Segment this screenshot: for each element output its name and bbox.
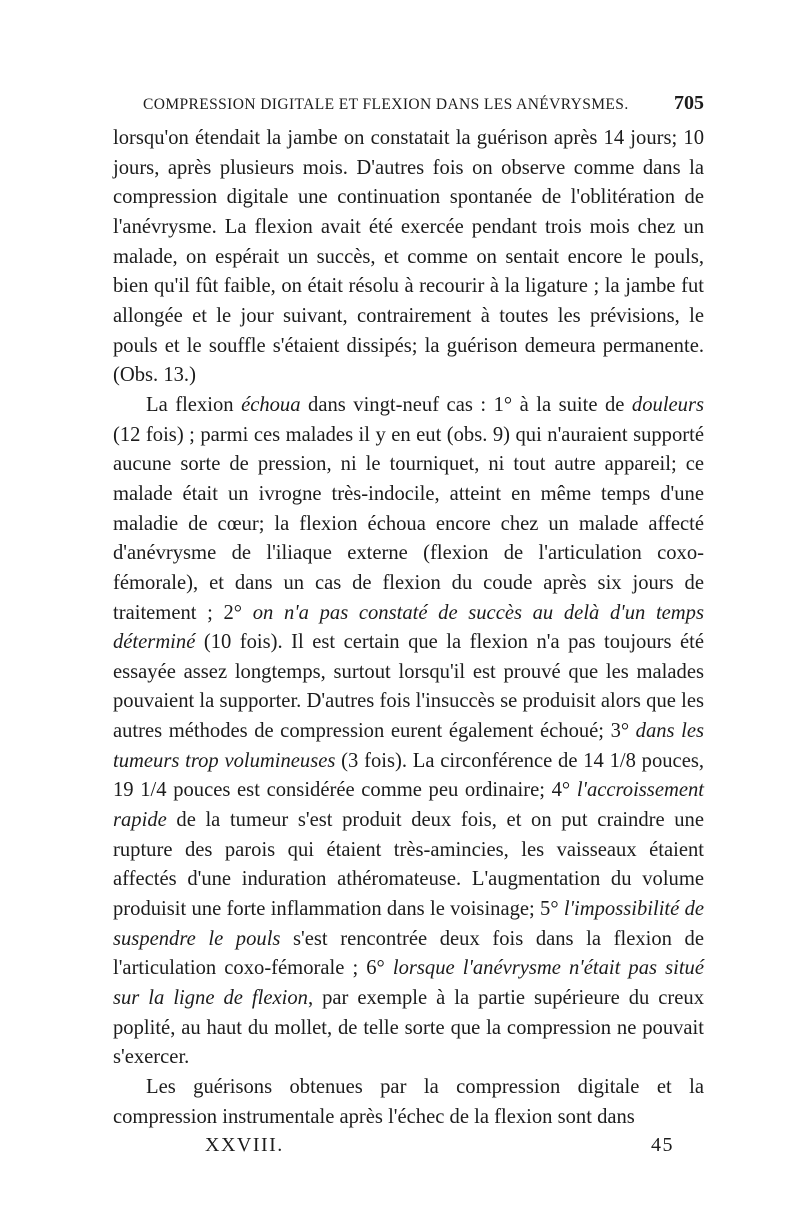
italic-phrase: l'accroissement rapide xyxy=(113,779,704,832)
text-run: , par exemple à la partie supérieure du creux poplité, au haut du mollet, de telle sorte que la compression ne pouvait s'exercer. xyxy=(113,987,705,1069)
italic-phrase: dans les tumeurs trop volumineuses xyxy=(113,720,704,772)
text-run: (12 fois) ; parmi ces malades il y en eut (obs. 9) qui n'auraient supporté aucune sorte de pression, ni le tourniquet, ni tout autre appareil; ce malade était un ivrogne très-indocile, atteint en même temps d'une maladie de cœur; la flexion échoua encore chez un malade affecté d'anévrysme de l'iliaque externe (flexion de l'articulation coxo-fémorale), et dans un cas de flexion du coude après six jours de traitement ; 2° xyxy=(113,423,704,624)
signature-mark: XXVIII. xyxy=(205,1134,284,1157)
text-run: (3 fois). La circonférence de 14 1/8 pouces, 19 1/4 pouces est considérée comme peu ordinaire; 4° xyxy=(113,749,704,802)
italic-phrase: on n'a pas constaté de succès au delà d'un temps déterminé xyxy=(113,601,704,654)
page-number: 705 xyxy=(674,92,704,114)
running-head xyxy=(113,92,704,124)
text-run: (10 fois). Il est certain que la flexion n'a pas toujours été essayée assez longtemps, surtout lorsqu'il est prouvé que les malades pouvaient la supporter. D'autres fois l'insuccès se produisit alors que les autres méthodes de compression eurent également échoué; 3° xyxy=(113,631,704,743)
sheet-number: 45 xyxy=(651,1134,674,1157)
italic-phrase: échoua xyxy=(241,393,301,416)
paragraph xyxy=(113,391,704,1073)
paragraph xyxy=(113,124,704,391)
italic-phrase: douleurs xyxy=(631,393,704,416)
text-run: La flexion xyxy=(146,393,242,416)
italic-phrase: l'impossibilité de suspendre le pouls xyxy=(113,898,705,950)
body-text xyxy=(113,124,704,1132)
text-run: lorsqu'on étendait la jambe on constatait la guérison après 14 jours; 10 jours, après plusieurs mois. D'autres fois on observe comme dans la compression digitale une continuation spontanée de l'oblitération de l'anévrysme. La flexion avait été exercée pendant trois mois chez un malade, on espérait un succès, et comme on sentait encore le pouls, bien qu'il fût faible, on était résolu à recourir à la ligature ; la jambe fut allongée et le jour suivant, contrairement à toutes les prévisions, le pouls et le souffle s'étaient dissipés; la guérison demeura permanente. (Obs. 13.) xyxy=(113,127,704,387)
paragraph xyxy=(113,1073,704,1132)
text-run: s'est rencontrée deux fois dans la flexion de l'articulation coxo-fémorale ; 6° xyxy=(113,927,704,980)
running-title: COMPRESSION DIGITALE ET FLEXION DANS LES ANÉVRYSMES. xyxy=(143,96,629,113)
italic-phrase: lorsque l'anévrysme n'était pas situé sur la ligne de flexion xyxy=(113,957,704,1010)
text-run: Les guérisons obtenues par la compression digitale et la compression instrumentale après l'échec de la flexion sont dans xyxy=(113,1076,704,1128)
text-run: dans vingt-neuf cas : 1° à la suite de xyxy=(300,393,632,416)
text-run: de la tumeur s'est produit deux fois, et on put craindre une rupture des parois qui étaient très-amincies, les vaisseaux étaient affectés d'une induration athéromateuse. L'augmentation du volume produisit une forte inflammation dans le voisinage; 5° xyxy=(113,809,704,921)
page-footer xyxy=(113,1132,704,1157)
